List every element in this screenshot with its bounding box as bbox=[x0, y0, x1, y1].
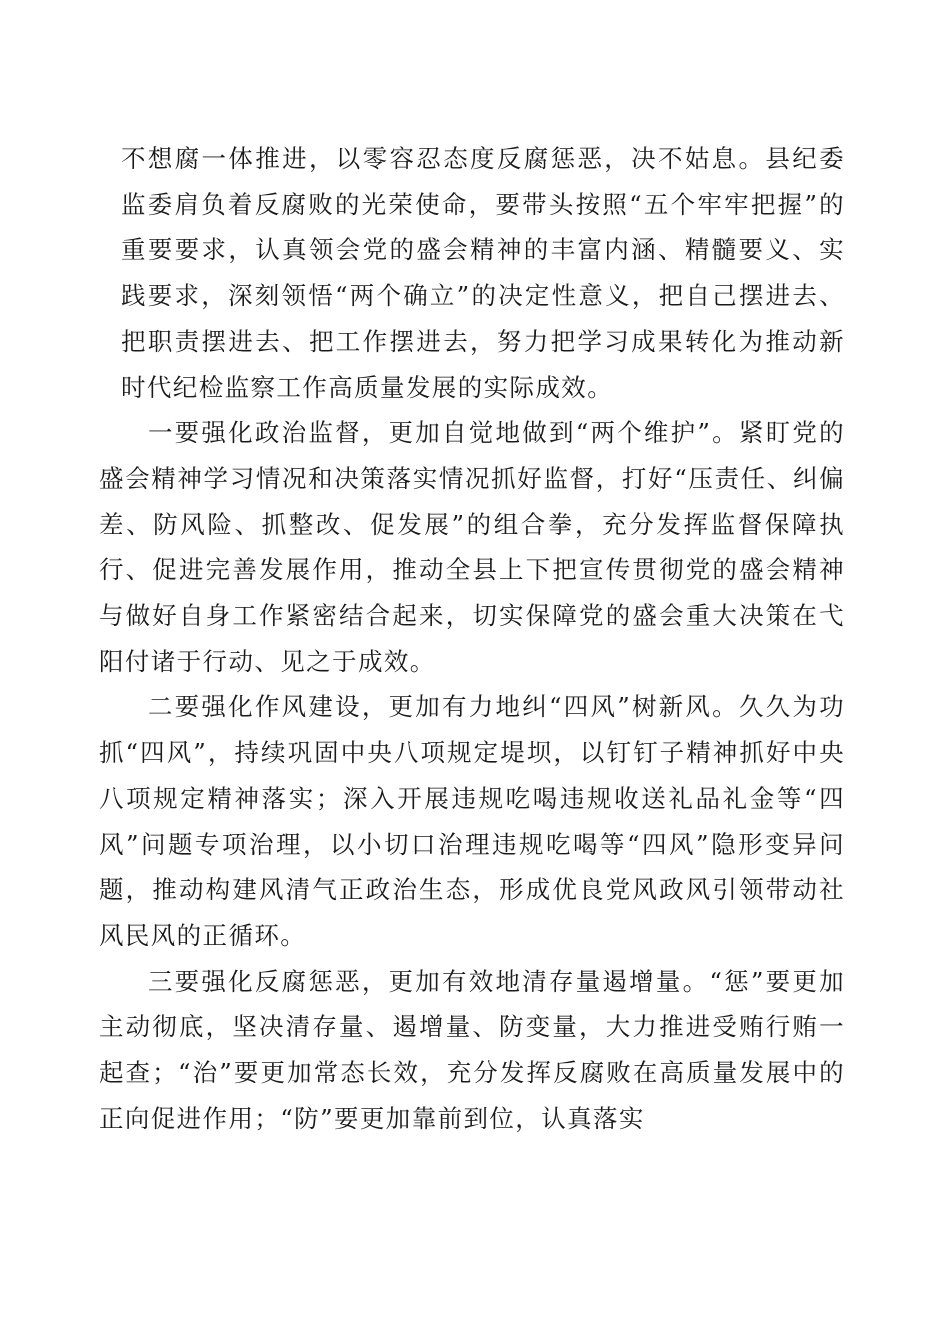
paragraph-continuation: 不想腐一体推进，以零容忍态度反腐惩恶，决不姑息。县纪委监委肩负着反腐败的光荣使命，要带头按照“五个牢牢把握”的重要要求，认真领会党的盛会精神的丰富内涵、精髓要义、实践要求，深刻领悟“两个确立”的决定性意义，把自己摆进去、把职责摆进去、把工作摆进去，努力把学习成果转化为推动新时代纪检监察工作高质量发展的实际成效。 bbox=[121, 144, 845, 402]
paragraph-political-supervision: 一要强化政治监督，更加自觉地做到“两个维护”。紧盯党的盛会精神学习情况和决策落实情况抓好监督，打好“压责任、纠偏差、防风险、抓整改、促发展”的组合拳，充分发挥监督保障执行、促进完善发展作用，推动全县上下把宣传贯彻党的盛会精神与做好自身工作紧密结合起来，切实保障党的盛会重大决策在弋阳付诸于行动、见之于成效。 bbox=[98, 418, 845, 676]
paragraph-anti-corruption: 三要强化反腐惩恶，更加有效地清存量遏增量。“惩”要更加主动彻底，坚决清存量、遏增量、防变量，大力推进受贿行贿一起查；“治”要更加常态长效，充分发挥反腐败在高质量发展中的正向促进作用；“防”要更加靠前到位，认真落实 bbox=[98, 966, 845, 1133]
paragraph-work-style: 二要强化作风建设，更加有力地纠“四风”树新风。久久为功抓“四风”，持续巩固中央八项规定堤坝，以钉钉子精神抓好中央八项规定精神落实；深入开展违规吃喝违规收送礼品礼金等“四风”问题专项治理，以小切口治理违规吃喝等“四风”隐形变异问题，推动构建风清气正政治生态，形成优良党风政风引领带动社风民风的正循环。 bbox=[98, 692, 845, 950]
document-body bbox=[98, 136, 845, 1141]
